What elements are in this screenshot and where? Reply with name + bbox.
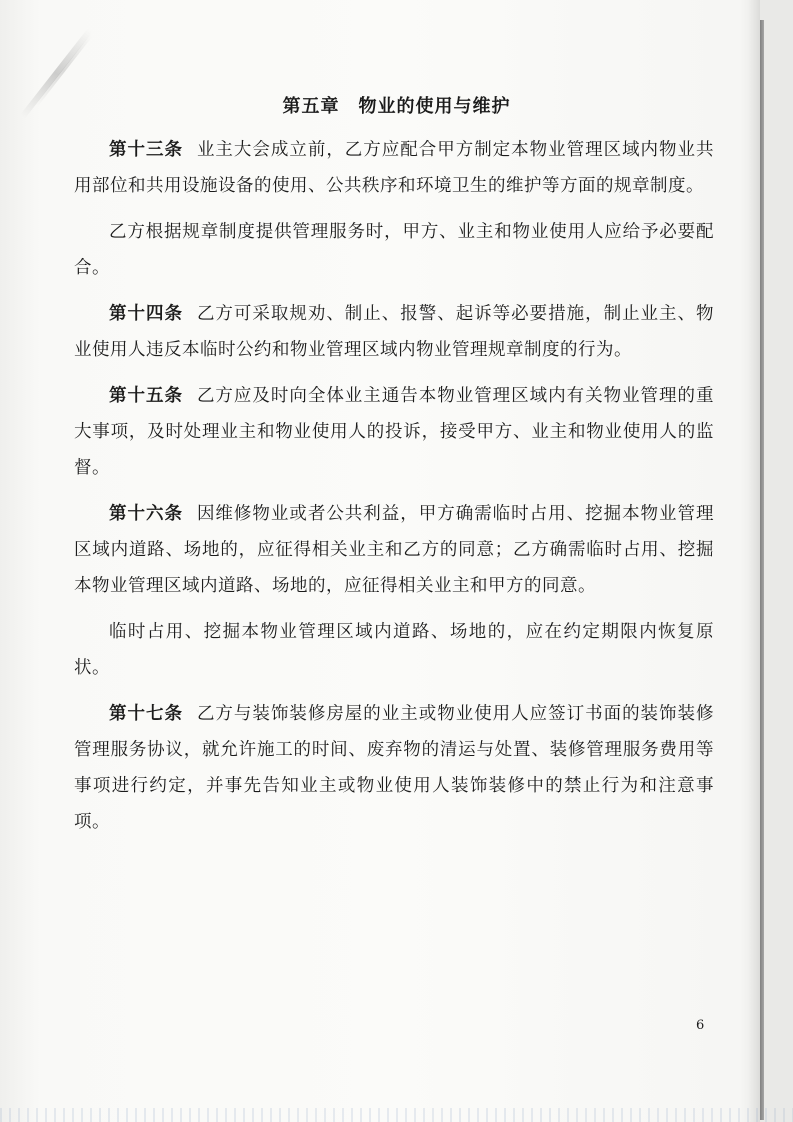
document-body — [74, 132, 714, 850]
paragraph — [74, 496, 714, 604]
article-label: 第十六条 — [109, 504, 183, 524]
paragraph — [74, 132, 714, 204]
paragraph — [74, 614, 714, 686]
page-number: 6 — [696, 1018, 705, 1033]
paragraph — [74, 214, 714, 286]
article-label: 第十三条 — [109, 140, 183, 160]
paragraph-text: 临时占用、挖掘本物业管理区域内道路、场地的，应在约定期限内恢复原状。 — [74, 622, 714, 678]
paragraph-text: 业主大会成立前，乙方应配合甲方制定本物业管理区域内物业共用部位和共用设施设备的使用、公共秩序和环境卫生的维护等方面的规章制度。 — [74, 140, 714, 196]
paragraph — [74, 378, 714, 486]
scan-border-dots — [0, 1108, 793, 1122]
paragraph-text: 乙方应及时向全体业主通告本物业管理区域内有关物业管理的重大事项，及时处理业主和物业使用人的投诉，接受甲方、业主和物业使用人的监督。 — [74, 386, 714, 478]
binding-shadow — [748, 0, 760, 1122]
article-label: 第十七条 — [109, 704, 183, 724]
article-label: 第十五条 — [109, 386, 183, 406]
paragraph-text: 乙方与装饰装修房屋的业主或物业使用人应签订书面的装饰装修管理服务协议，就允许施工的时间、废弃物的清运与处置、装修管理服务费用等事项进行约定，并事先告知业主或物业使用人装饰装修中的禁止行为和注意事项。 — [74, 704, 714, 832]
paragraph-text: 乙方可采取规劝、制止、报警、起诉等必要措施，制止业主、物业使用人违反本临时公约和物业管理区域内物业管理规章制度的行为。 — [74, 304, 714, 360]
paragraph-text: 因维修物业或者公共利益，甲方确需临时占用、挖掘本物业管理区域内道路、场地的，应征得相关业主和乙方的同意；乙方确需临时占用、挖掘本物业管理区域内道路、场地的，应征得相关业主和甲方的同意。 — [74, 504, 714, 596]
binding-edge — [760, 20, 764, 1120]
chapter-title: 第五章 物业的使用与维护 — [282, 96, 511, 117]
article-label: 第十四条 — [109, 304, 183, 324]
paragraph — [74, 296, 714, 368]
paragraph — [74, 696, 714, 840]
paragraph-text: 乙方根据规章制度提供管理服务时，甲方、业主和物业使用人应给予必要配合。 — [74, 222, 714, 278]
